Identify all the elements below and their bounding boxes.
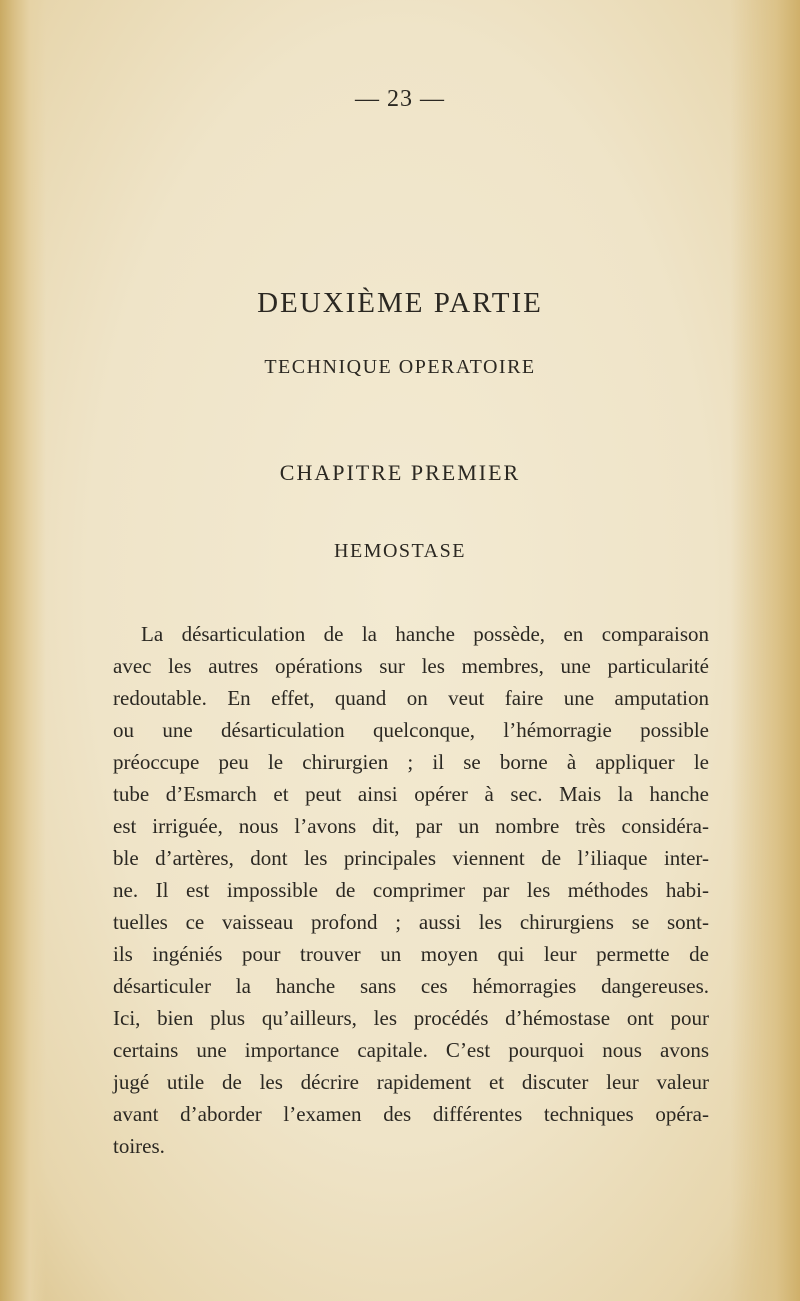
paragraph-line: tuelles ce vaisseau profond ; aussi les chirurgiens se sont- <box>113 910 709 934</box>
paragraph-line: La désarticulation de la hanche possède, en comparaison <box>141 622 709 646</box>
paragraph-line: certains une importance capitale. C’est pourquoi nous avons <box>113 1038 709 1062</box>
subject-title: HEMOSTASE <box>334 540 466 562</box>
body-paragraph <box>113 618 709 1162</box>
paragraph-line: avec les autres opérations sur les membres, une particularité <box>113 654 709 678</box>
page-right-shadow <box>730 0 800 1301</box>
paragraph-line: est irriguée, nous l’avons dit, par un nombre très considéra- <box>113 814 709 838</box>
section-title: TECHNIQUE OPERATOIRE <box>264 356 536 378</box>
paragraph-line: avant d’aborder l’examen des différentes techniques opéra- <box>113 1102 709 1126</box>
paragraph-line: tube d’Esmarch et peut ainsi opérer à sec. Mais la hanche <box>113 782 709 806</box>
paragraph-line: jugé utile de les décrire rapidement et discuter leur valeur <box>113 1070 709 1094</box>
paragraph-line: préoccupe peu le chirurgien ; il se borne à appliquer le <box>113 750 709 774</box>
paragraph-line: toires. <box>113 1134 165 1158</box>
paragraph-line: ne. Il est impossible de comprimer par les méthodes habi- <box>113 878 709 902</box>
paragraph-line: Ici, bien plus qu’ailleurs, les procédés d’hémostase ont pour <box>113 1006 709 1030</box>
paragraph-line: redoutable. En effet, quand on veut faire une amputation <box>113 686 709 710</box>
page-left-shadow <box>0 0 46 1301</box>
chapter-title: CHAPITRE PREMIER <box>279 460 521 485</box>
page-number: — 23 — <box>355 86 445 112</box>
part-title: DEUXIÈME PARTIE <box>257 287 543 319</box>
paragraph-line: désarticuler la hanche sans ces hémorragies dangereuses. <box>113 974 709 998</box>
paragraph-line: ils ingéniés pour trouver un moyen qui leur permette de <box>113 942 709 966</box>
paragraph-line: ou une désarticulation quelconque, l’hémorragie possible <box>113 718 709 742</box>
paragraph-line: ble d’artères, dont les principales viennent de l’iliaque inter- <box>113 846 709 870</box>
